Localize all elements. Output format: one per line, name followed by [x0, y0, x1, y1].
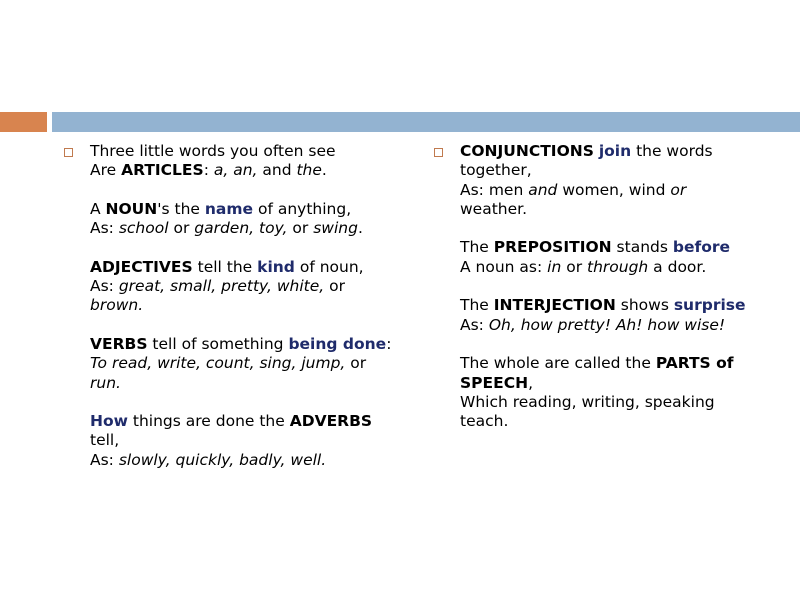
text-line: To read, write, count, sing, jump, or	[90, 354, 367, 373]
text-line: tell,	[90, 431, 120, 450]
right-column	[434, 142, 764, 451]
text-line: As: Oh, how pretty! Ah! how wise!	[460, 315, 726, 334]
conjunctions-paragraph	[460, 142, 764, 219]
preposition-paragraph	[460, 238, 764, 277]
text-line: How things are done the ADVERBS	[90, 412, 373, 431]
text-line: ADJECTIVES tell the kind of noun,	[90, 257, 364, 276]
text-line: teach.	[460, 412, 509, 431]
text-line: A NOUN's the name of anything,	[90, 199, 352, 218]
left-column	[64, 142, 394, 489]
bullet-square-icon	[64, 148, 73, 157]
right-column-body	[460, 142, 764, 431]
text-line: A noun as: in or through a door.	[460, 257, 707, 276]
text-line: The INTERJECTION shows surprise	[460, 296, 746, 315]
text-line: SPEECH,	[460, 373, 533, 392]
text-line: Are ARTICLES: a, an, and the.	[90, 161, 327, 180]
text-line: As: school or garden, toy, or swing.	[90, 219, 363, 238]
articles-paragraph	[90, 142, 394, 181]
noun-paragraph	[90, 200, 394, 239]
parts-of-speech-paragraph	[460, 354, 764, 431]
text-line: CONJUNCTIONS join the words	[460, 142, 713, 160]
adjectives-paragraph	[90, 258, 394, 316]
text-line: As: men and women, wind or	[460, 180, 687, 199]
text-line: VERBS tell of something being done:	[90, 334, 392, 353]
text-line: The whole are called the PARTS of	[460, 354, 734, 373]
text-line: As: great, small, pretty, white, or	[90, 277, 346, 296]
bullet-square-icon	[434, 148, 443, 157]
verbs-paragraph	[90, 335, 394, 393]
text-line: Which reading, writing, speaking	[460, 392, 715, 411]
adverbs-paragraph	[90, 412, 394, 470]
text-line: weather.	[460, 199, 528, 218]
text-line: Three little words you often see	[90, 142, 336, 160]
accent-bar-blue	[52, 112, 800, 132]
accent-bar-orange	[0, 112, 47, 132]
text-line: together,	[460, 161, 532, 180]
text-line: brown.	[90, 296, 144, 315]
text-line: As: slowly, quickly, badly, well.	[90, 450, 327, 469]
text-line: The PREPOSITION stands before	[460, 238, 731, 257]
left-column-body	[90, 142, 394, 470]
interjection-paragraph	[460, 296, 764, 335]
text-line: run.	[90, 373, 121, 392]
